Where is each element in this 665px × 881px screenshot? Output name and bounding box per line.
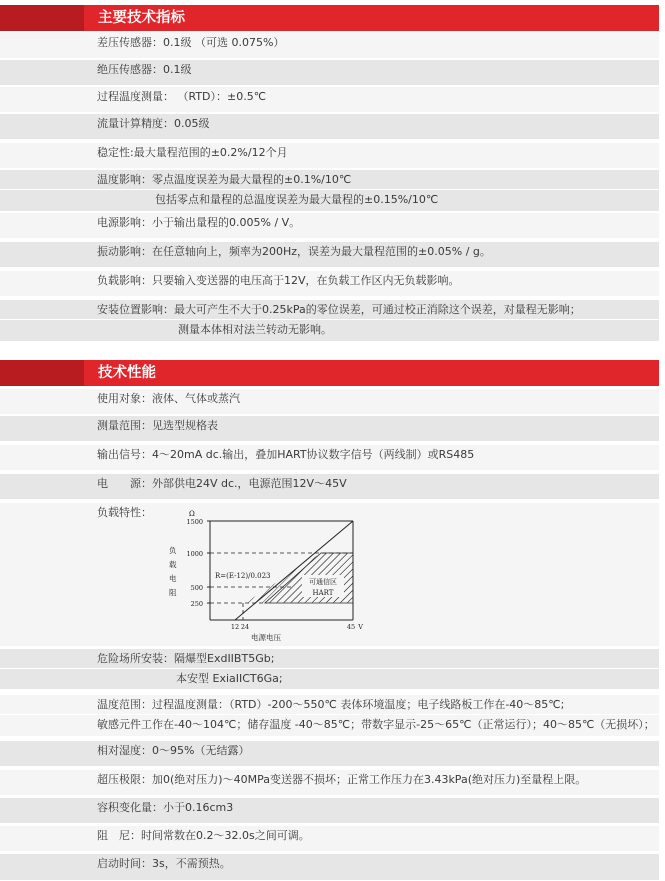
load-characteristic-row bbox=[0, 503, 659, 647]
region-label: HART bbox=[312, 589, 334, 597]
spec-row: 启动时间：3s，不需预热。 bbox=[0, 854, 659, 881]
section-header-tech-performance: 技术性能 bbox=[0, 360, 659, 386]
formula-label: R=(E-12)/0.023 bbox=[215, 572, 271, 580]
spec-row: 稳定性:最大量程范围的±0.2%/12个月 bbox=[0, 143, 659, 169]
x-unit-label: V bbox=[358, 623, 363, 631]
spec-row: 输出信号：4～20mA dc.输出，叠加HART协议数字信号（两线制）或RS485 bbox=[0, 445, 659, 471]
spec-row: 阻 尼：时间常数在0.2～32.0s之间可调。 bbox=[0, 826, 659, 852]
spec-row: 危险场所安装：隔爆型ExdIIBT5Gb; bbox=[0, 649, 659, 669]
y-tick-label: 250 bbox=[190, 600, 203, 608]
spec-row: 电源影响：小于输出量程的0.005% / V。 bbox=[0, 213, 659, 239]
spec-row-continued: 测量本体相对法兰转动无影响。 bbox=[0, 320, 659, 342]
spec-row: 使用对象：液体、气体或蒸汽 bbox=[0, 389, 659, 415]
y-axis-label-char: 载 bbox=[169, 560, 177, 569]
region-label: 可通信区 bbox=[309, 578, 337, 586]
spec-row-continued: 本安型 ExiaIICT6Ga; bbox=[0, 669, 659, 690]
spec-row: 过程温度测量： （RTD）：±0.5℃ bbox=[0, 87, 659, 113]
load-characteristic-chart bbox=[165, 509, 365, 643]
x-tick-label: 24 bbox=[240, 623, 250, 631]
y-unit-label: Ω bbox=[189, 510, 195, 518]
spec-row: 超压极限：加0(绝对压力)～40MPa变送器不损坏；正常工作压力在3.43kPa(绝对压力)至量程上限。 bbox=[0, 770, 659, 796]
y-axis-label-char: 阻 bbox=[169, 588, 177, 597]
y-tick-label: 1000 bbox=[186, 550, 203, 558]
spec-row: 温度范围：过程温度测量：（RTD）-200～550℃ 表体环境温度；电子线路板工作在-40～85℃; bbox=[0, 695, 659, 715]
spec-row: 负载影响：只要输入变送器的电压高于12V，在负载工作区内无负载影响。 bbox=[0, 271, 659, 297]
spec-row: 差压传感器：0.1级 （可选 0.075%） bbox=[0, 33, 659, 59]
spec-row: 电 源：外部供电24V dc.，电源范围12V～45V bbox=[0, 474, 659, 500]
y-axis-label-char: 电 bbox=[169, 574, 177, 583]
spec-row: 测量范围：见选型规格表 bbox=[0, 416, 659, 442]
load-characteristic-label: 负载特性： bbox=[97, 506, 152, 519]
spec-row: 相对湿度：0～95%（无结露） bbox=[0, 741, 659, 767]
spec-row-continued: 敏感元件工作在-40～104℃；储存温度 -40～85℃；带数字显示-25～65℃（正常运行）；40～85℃（无损坏）； bbox=[0, 715, 659, 737]
spec-row: 容积变化量：小于0.16cm3 bbox=[0, 798, 659, 824]
x-axis-label: 电源电压 bbox=[251, 633, 281, 642]
y-tick-label: 500 bbox=[190, 584, 203, 592]
spec-row: 绝压传感器：0.1级 bbox=[0, 60, 659, 86]
spec-row-continued: 包括零点和量程的总温度误差为最大量程的±0.15%/10℃ bbox=[0, 190, 659, 212]
section-header-main-specs: 主要技术指标 bbox=[0, 5, 659, 31]
spec-row: 温度影响：零点温度误差为最大量程的±0.1%/10℃ bbox=[0, 170, 659, 190]
x-tick-label: 12 bbox=[230, 623, 240, 631]
y-axis-label-char: 负 bbox=[169, 546, 177, 555]
spec-row: 流量计算精度：0.05级 bbox=[0, 114, 659, 140]
x-tick-label: 45 bbox=[346, 623, 356, 631]
spec-row: 安装位置影响：最大可产生不大于0.25kPa的零位误差，可通过校正消除这个误差，对量程无影响； bbox=[0, 300, 659, 320]
y-tick-label: 1500 bbox=[186, 518, 203, 526]
spec-row: 振动影响：在任意轴向上，频率为200Hz，误差为最大量程范围的±0.05% / g。 bbox=[0, 242, 659, 268]
